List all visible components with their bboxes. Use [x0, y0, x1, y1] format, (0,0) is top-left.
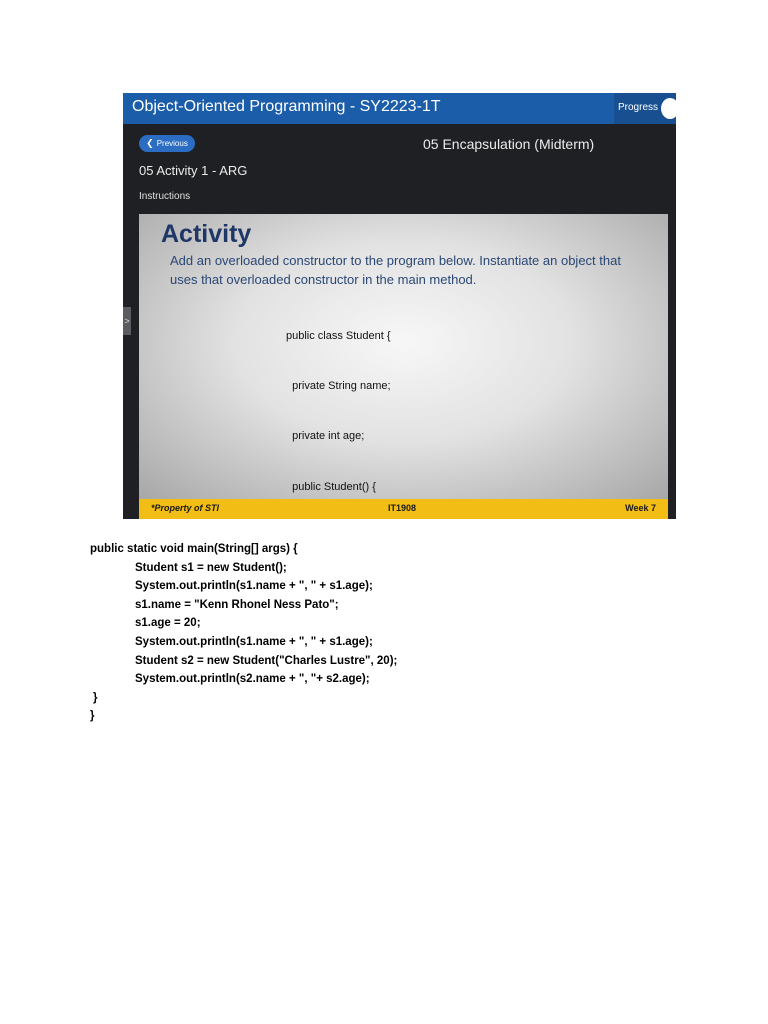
code-line: System.out.println(s1.name + ", " + s1.age); [135, 580, 373, 593]
slide [139, 214, 668, 499]
footer-property: *Property of STI [151, 503, 220, 513]
code-line: s1.name = "Kenn Rhonel Ness Pato"; [135, 598, 339, 611]
course-title: Object-Oriented Programming - SY2223-1T [132, 98, 441, 115]
code-line: private int age; [286, 430, 365, 443]
footer-week: Week 7 [625, 503, 656, 513]
footer-course-code: IT1908 [388, 503, 417, 513]
code-line: System.out.println(s1.name + ", " + s1.age); [135, 635, 373, 648]
slide-code-block [286, 294, 474, 499]
code-line: } [90, 710, 95, 723]
progress-knob-icon [661, 98, 676, 119]
code-line: public static void main(String[] args) { [90, 543, 298, 555]
tab-instructions[interactable]: Instructions [139, 191, 191, 202]
progress-toggle[interactable] [614, 93, 676, 124]
code-line: public class Student { [286, 329, 391, 342]
slide-instructions: Add an overloaded constructor to the program below. Instantiate an object that uses that overloaded constructor in the main method. [170, 253, 621, 287]
code-line: private String name; [286, 379, 391, 392]
slide-footer [139, 499, 668, 519]
lms-screenshot [123, 93, 676, 519]
document-code-block [90, 540, 397, 726]
code-line: System.out.println(s2.name + ", "+ s2.age); [135, 673, 370, 686]
progress-label: Progress [618, 102, 659, 113]
code-line: public Student() { [286, 480, 376, 493]
module-title: 05 Encapsulation (Midterm) [423, 136, 595, 152]
activity-title: 05 Activity 1 - ARG [139, 163, 248, 178]
chevron-right-icon: > [124, 316, 130, 326]
code-line: s1.age = 20; [135, 617, 201, 630]
previous-button[interactable] [139, 135, 195, 152]
side-panel-toggle[interactable] [123, 307, 131, 335]
previous-button-label: Previous [156, 139, 188, 148]
top-bar [123, 93, 676, 124]
code-line: Student s2 = new Student("Charles Lustre", 20); [135, 654, 398, 667]
code-line: } [93, 691, 98, 704]
code-line: Student s1 = new Student(); [135, 561, 287, 574]
slide-heading: Activity [161, 220, 252, 248]
chevron-left-icon: ❮ [146, 138, 154, 148]
